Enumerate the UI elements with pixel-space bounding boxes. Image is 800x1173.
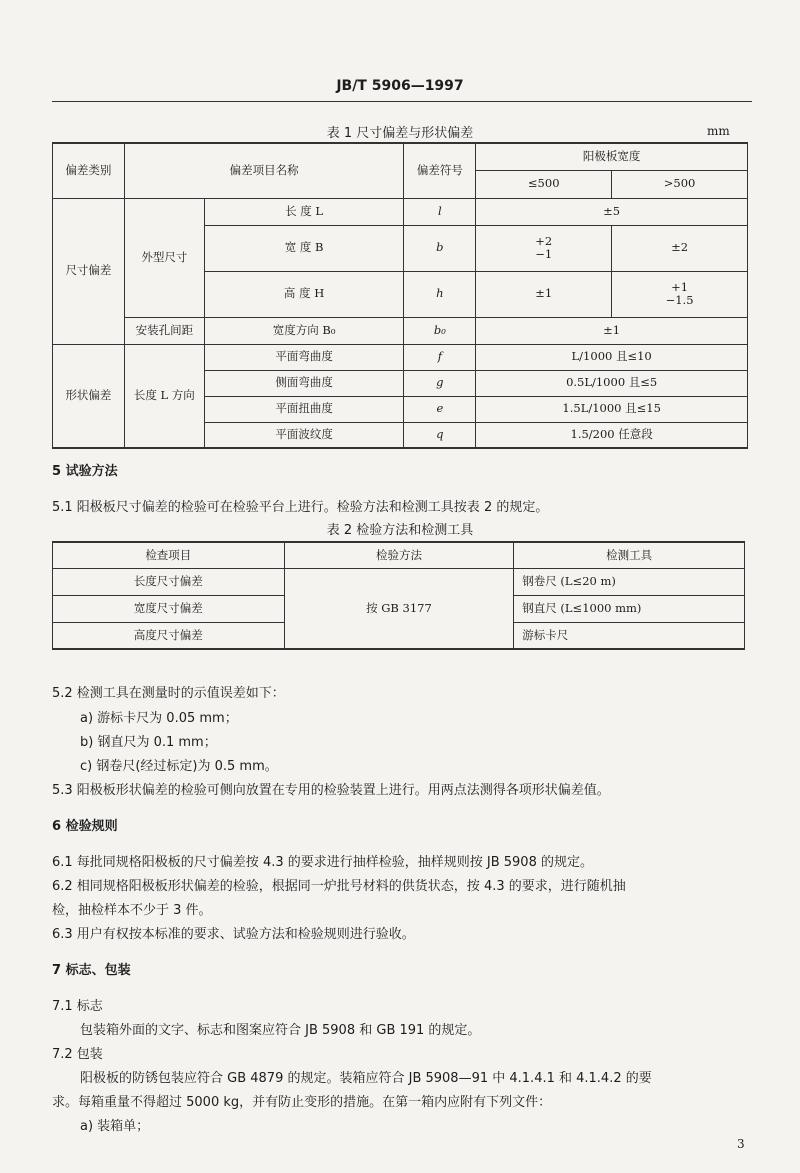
para-7-2-line1: 阳极板的防锈包装应符合 GB 4879 的规定。装箱应符合 JB 5908—91 中 4.1.4.1 和 4.1.4.2 的要	[80, 1071, 652, 1086]
row-value: 1.5/200 任意段	[476, 422, 748, 448]
para-5-2: 5.2 检测工具在测量时的示值误差如下：	[52, 686, 285, 701]
page-number: 3	[737, 1137, 745, 1151]
table-row	[53, 143, 748, 170]
value-lower: −1	[535, 247, 553, 261]
group-size-deviation: 尺寸偏差	[53, 198, 125, 344]
row-item: 长度尺寸偏差	[53, 568, 285, 595]
para-6-2-line2: 检，抽检样本不少于 3 件。	[52, 903, 212, 918]
row-symbol: b₀	[404, 317, 476, 344]
section-5-title: 5 试验方法	[52, 464, 118, 479]
value-lower: −1.5	[665, 293, 694, 307]
row-symbol: b	[404, 225, 476, 271]
table2-test-methods-tools	[52, 541, 745, 650]
row-value-gt500	[612, 271, 748, 317]
row-name: 长 度 L	[204, 198, 404, 225]
para-5-2-c: c) 钢卷尺(经过标定)为 0.5 mm。	[80, 759, 278, 774]
row-name: 宽度方向 B₀	[204, 317, 404, 344]
para-5-2-a: a) 游标卡尺为 0.05 mm；	[80, 711, 238, 726]
header-width: 阳极板宽度	[476, 143, 748, 170]
row-tool: 钢卷尺 (L≤20 m)	[514, 568, 745, 595]
section-7-title: 7 标志、包装	[52, 963, 131, 978]
para-7-2-line2: 求。每箱重量不得超过 5000 kg，并有防止变形的措施。在第一箱内应附有下列文件：	[52, 1095, 552, 1110]
section-6-title: 6 检验规则	[52, 819, 118, 834]
para-5-3: 5.3 阳极板形状偏差的检验可侧向放置在专用的检验装置上进行。用两点法测得各项形状偏差值。	[52, 783, 610, 798]
row-item: 宽度尺寸偏差	[53, 595, 285, 622]
table1-size-shape-deviation	[52, 142, 748, 449]
header-method: 检验方法	[284, 542, 514, 568]
row-tool: 钢直尺 (L≤1000 mm)	[514, 595, 745, 622]
header-category: 偏差类别	[53, 143, 125, 198]
value-upper: +1	[671, 279, 689, 294]
para-7-1-text: 包装箱外面的文字、标志和图案应符合 JB 5908 和 GB 191 的规定。	[80, 1023, 481, 1038]
row-name: 宽 度 B	[204, 225, 404, 271]
header-tool: 检测工具	[514, 542, 745, 568]
row-name: 高 度 H	[204, 271, 404, 317]
row-symbol: h	[404, 271, 476, 317]
header-rule	[52, 101, 752, 102]
row-name: 平面扭曲度	[204, 396, 404, 422]
para-7-2-a: a) 装箱单；	[80, 1119, 150, 1134]
para-6-1: 6.1 每批同规格阳极板的尺寸偏差按 4.3 的要求进行抽样检验，抽样规则按 JB 5908 的规定。	[52, 855, 593, 870]
table2-caption: 表 2 检验方法和检测工具	[326, 523, 474, 538]
para-7-2: 7.2 包装	[52, 1047, 103, 1062]
row-value: ±5	[476, 198, 748, 225]
row-name: 侧面弯曲度	[204, 370, 404, 396]
row-tool: 游标卡尺	[514, 622, 745, 649]
table1-unit: mm	[707, 124, 730, 138]
row-value: 1.5L/1000 且≤15	[476, 396, 748, 422]
header-check-item: 检查项目	[53, 542, 285, 568]
header-width-le500: ≤500	[476, 170, 612, 198]
table-row	[53, 568, 745, 595]
row-value-le500	[476, 225, 612, 271]
table-row	[53, 198, 748, 225]
para-6-2-line1: 6.2 相同规格阳极板形状偏差的检验，根据同一炉批号材料的供货状态，按 4.3 的要求，进行随机抽	[52, 879, 626, 894]
para-5-1: 5.1 阳极板尺寸偏差的检验可在检验平台上进行。检验方法和检测工具按表 2 的规定。	[52, 500, 549, 515]
para-6-3: 6.3 用户有权按本标准的要求、试验方法和检验规则进行验收。	[52, 927, 415, 942]
row-value-le500: ±1	[476, 271, 612, 317]
row-symbol: f	[404, 344, 476, 370]
table-row	[53, 344, 748, 370]
value-upper: +2	[535, 233, 553, 248]
row-value: L/1000 且≤10	[476, 344, 748, 370]
row-value-gt500: ±2	[612, 225, 748, 271]
row-symbol: e	[404, 396, 476, 422]
group-outer-dimension: 外型尺寸	[124, 198, 204, 317]
row-method: 按 GB 3177	[284, 568, 514, 649]
group-length-direction: 长度 L 方向	[124, 344, 204, 448]
header-width-gt500: >500	[612, 170, 748, 198]
row-name: 平面波纹度	[204, 422, 404, 448]
para-5-2-b: b) 钢直尺为 0.1 mm；	[80, 735, 217, 750]
header-item: 偏差项目名称	[124, 143, 404, 198]
row-symbol: l	[404, 198, 476, 225]
group-shape-deviation: 形状偏差	[53, 344, 125, 448]
para-7-1: 7.1 标志	[52, 999, 103, 1014]
standard-code: JB/T 5906—1997	[336, 78, 464, 94]
table-row	[53, 542, 745, 568]
row-value: 0.5L/1000 且≤5	[476, 370, 748, 396]
row-item: 高度尺寸偏差	[53, 622, 285, 649]
row-name: 平面弯曲度	[204, 344, 404, 370]
header-symbol: 偏差符号	[404, 143, 476, 198]
row-value: ±1	[476, 317, 748, 344]
row-symbol: g	[404, 370, 476, 396]
table-row	[53, 317, 748, 344]
row-symbol: q	[404, 422, 476, 448]
table1-caption: 表 1 尺寸偏差与形状偏差	[326, 126, 474, 141]
group-mount-hole-distance: 安装孔间距	[124, 317, 204, 344]
